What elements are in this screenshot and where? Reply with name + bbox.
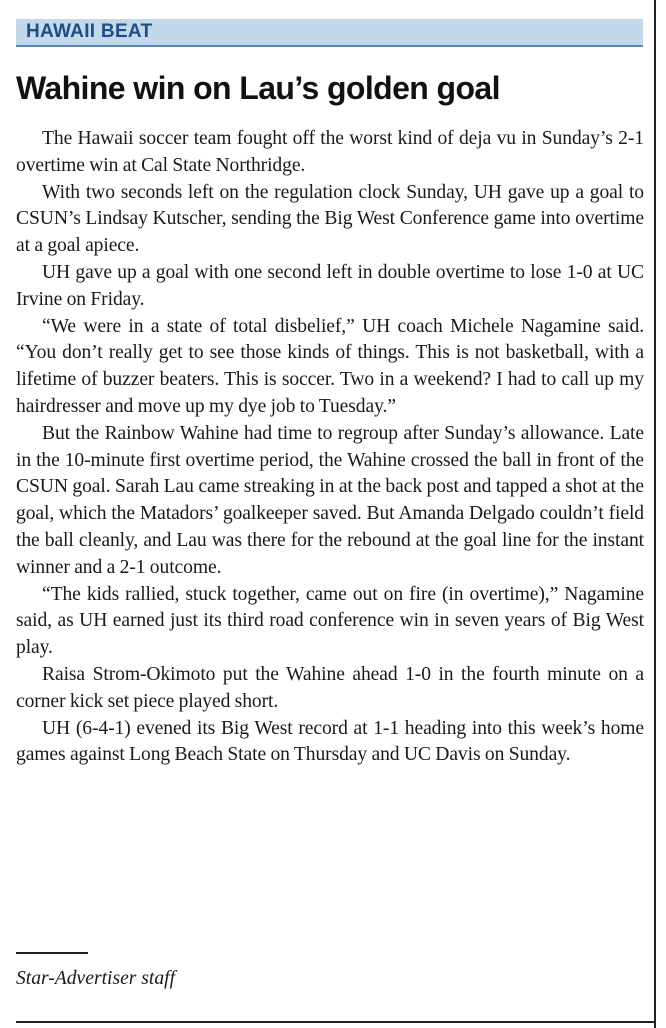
headline: Wahine win on Lau’s golden goal [16,70,500,106]
article-paragraph: But the Rainbow Wahine had time to regroup after Sunday’s allowance. Late in the 10-minute first overtime period, the Wahine crossed the ball in front of the CSUN goal. Sarah Lau came streaking in at the back post and tapped a shot at the goal, which the Matadors’ goalkeeper saved. But Amanda Delgado couldn’t field the ball cleanly, and Lau was there for the rebound at the goal line for the instant winner and a 2-1 outcome. [16,422,644,578]
article-paragraph: UH (6-4-1) evened its Big West record at 1-1 heading into this week’s home games against Long Beach State on Thursday and UC Davis on Sunday. [16,717,644,766]
article-body [16,126,644,769]
section-label: HAWAII BEAT [26,21,153,42]
article-paragraph: With two seconds left on the regulation clock Sunday, UH gave up a goal to CSUN’s Lindsay Kutscher, sending the Big West Conference game into overtime at a goal apiece. [16,181,644,257]
column-rule-right [654,0,656,1028]
bottom-divider [16,1021,654,1023]
article-paragraph: “We were in a state of total disbelief,” UH coach Michele Nagamine said. “You don’t really get to see those kinds of things. This is not basketball, with a lifetime of buzzer beaters. This is soccer. Two in a weekend? I had to call up my hairdresser and move up my dye job to Tuesday.” [16,315,644,417]
article-paragraph: UH gave up a goal with one second left in double overtime to lose 1-0 at UC Irvine on Friday. [16,261,644,310]
article-paragraph: The Hawaii soccer team fought off the worst kind of deja vu in Sunday’s 2-1 overtime win at Cal State Northridge. [16,128,644,176]
article-paragraph: Raisa Strom-Okimoto put the Wahine ahead 1-0 in the fourth minute on a corner kick set piece played short. [16,663,644,712]
byline: Star-Advertiser staff [16,968,176,989]
byline-divider [16,952,88,954]
article-paragraph: “The kids rallied, stuck together, came out on fire (in overtime),” Nagamine said, as UH earned just its third road conference win in seven years of Big West play. [16,583,644,659]
section-header-bar [16,19,643,47]
